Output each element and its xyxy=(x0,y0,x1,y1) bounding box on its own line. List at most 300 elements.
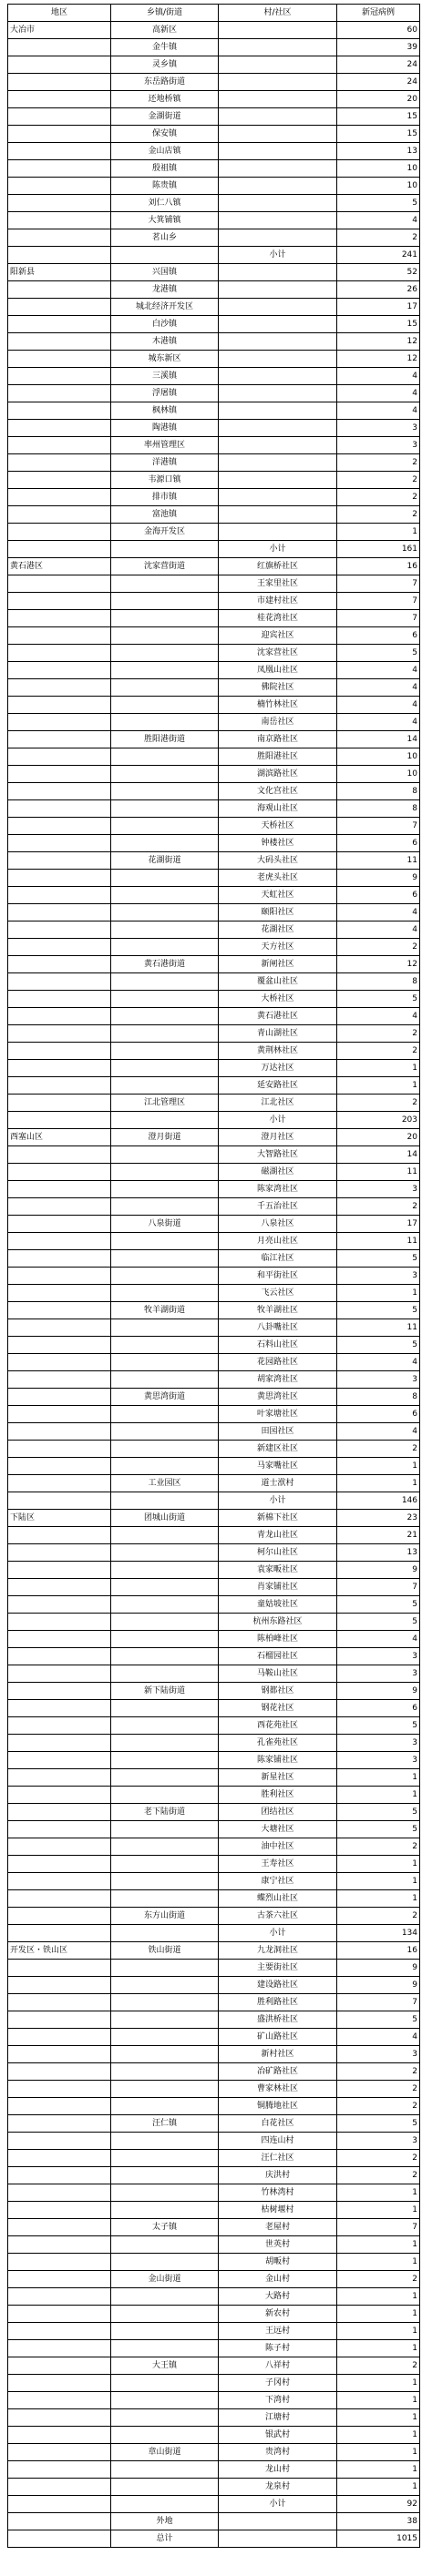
community-cell: 江北社区 xyxy=(219,1095,337,1112)
community-cell: 大桥社区 xyxy=(219,991,337,1008)
community-cell xyxy=(219,351,337,368)
table-row xyxy=(8,870,420,887)
region-cell xyxy=(8,402,111,420)
region-cell xyxy=(8,1994,111,2011)
cases-cell: 13 xyxy=(337,143,420,160)
community-cell: 肖家铺社区 xyxy=(219,1579,337,1596)
table-row xyxy=(8,1112,420,1129)
cases-cell: 5 xyxy=(337,1596,420,1614)
region-cell: 阳新县 xyxy=(8,264,111,281)
region-cell xyxy=(8,56,111,74)
table-row xyxy=(8,39,420,56)
cases-cell: 1 xyxy=(337,2392,420,2409)
township-cell: 灵乡镇 xyxy=(111,56,219,74)
cases-cell: 11 xyxy=(337,1164,420,1181)
community-cell: 覆盆山社区 xyxy=(219,973,337,991)
region-cell xyxy=(8,1735,111,1752)
community-cell: 竹林湾村 xyxy=(219,2184,337,2202)
region-cell xyxy=(8,229,111,247)
table-row xyxy=(8,2115,420,2133)
community-cell: 和平街社区 xyxy=(219,1268,337,1285)
township-cell xyxy=(111,1441,219,1458)
cases-cell: 1 xyxy=(337,1890,420,1908)
community-cell: 庆洪村 xyxy=(219,2167,337,2184)
community-cell: 王家里社区 xyxy=(219,575,337,593)
township-cell xyxy=(111,1873,219,1890)
community-cell: 白花社区 xyxy=(219,2115,337,2133)
township-cell: 富池镇 xyxy=(111,506,219,524)
township-cell xyxy=(111,1371,219,1389)
cases-cell: 1 xyxy=(337,1458,420,1475)
cases-cell: 8 xyxy=(337,1389,420,1406)
township-cell xyxy=(111,1648,219,1665)
community-cell: 天方社区 xyxy=(219,939,337,956)
community-cell: 小计 xyxy=(219,2496,337,2513)
region-cell xyxy=(8,610,111,627)
cases-cell: 7 xyxy=(337,593,420,610)
township-cell xyxy=(111,1354,219,1371)
township-cell xyxy=(111,1319,219,1337)
table-row xyxy=(8,1977,420,1994)
cases-cell: 203 xyxy=(337,1112,420,1129)
cases-cell: 3 xyxy=(337,1665,420,1683)
community-cell: 楠竹林社区 xyxy=(219,697,337,714)
cases-cell: 1 xyxy=(337,1060,420,1077)
cases-cell: 2 xyxy=(337,489,420,506)
community-cell: 八泉社区 xyxy=(219,1216,337,1233)
cases-cell: 12 xyxy=(337,956,420,973)
region-cell xyxy=(8,143,111,160)
table-row xyxy=(8,679,420,697)
community-cell: 汪仁社区 xyxy=(219,2150,337,2167)
region-cell xyxy=(8,1371,111,1389)
township-cell xyxy=(111,2306,219,2323)
table-row xyxy=(8,1960,420,1977)
table-row xyxy=(8,2427,420,2444)
table-row xyxy=(8,1873,420,1890)
community-cell xyxy=(219,229,337,247)
region-cell xyxy=(8,1458,111,1475)
community-cell xyxy=(219,2513,337,2530)
community-cell: 迎宾社区 xyxy=(219,627,337,645)
region-cell xyxy=(8,852,111,870)
community-cell xyxy=(219,39,337,56)
region-cell xyxy=(8,212,111,229)
region-cell xyxy=(8,2046,111,2063)
table-row xyxy=(8,2219,420,2236)
community-cell: 大码头社区 xyxy=(219,852,337,870)
township-cell: 金山街道 xyxy=(111,2271,219,2288)
table-row xyxy=(8,195,420,212)
community-cell: 黄思湾社区 xyxy=(219,1389,337,1406)
cases-cell: 52 xyxy=(337,264,420,281)
region-cell xyxy=(8,1977,111,1994)
table-row xyxy=(8,1908,420,1925)
community-cell: 新星社区 xyxy=(219,1769,337,1787)
community-cell: 南京路社区 xyxy=(219,731,337,748)
cases-cell: 13 xyxy=(337,1544,420,1562)
community-cell: 钟楼社区 xyxy=(219,835,337,852)
community-cell: 青龙山社区 xyxy=(219,1527,337,1544)
cases-cell: 7 xyxy=(337,1579,420,1596)
township-cell xyxy=(111,2496,219,2513)
region-cell xyxy=(8,1441,111,1458)
cases-cell: 146 xyxy=(337,1492,420,1510)
township-cell xyxy=(111,783,219,800)
cases-cell: 1 xyxy=(337,2306,420,2323)
table-row xyxy=(8,212,420,229)
region-cell xyxy=(8,247,111,264)
community-cell: 主要街社区 xyxy=(219,1960,337,1977)
cases-cell: 134 xyxy=(337,1925,420,1942)
township-cell xyxy=(111,887,219,904)
region-cell xyxy=(8,108,111,126)
region-cell xyxy=(8,1527,111,1544)
region-cell: 开发区・铁山区 xyxy=(8,1942,111,1960)
community-cell xyxy=(219,264,337,281)
region-cell xyxy=(8,160,111,178)
cases-cell: 1 xyxy=(337,524,420,541)
cases-cell: 7 xyxy=(337,575,420,593)
table-row xyxy=(8,1994,420,2011)
township-cell xyxy=(111,627,219,645)
community-cell: 沈家营社区 xyxy=(219,645,337,662)
township-cell: 胜阳港街道 xyxy=(111,731,219,748)
community-cell xyxy=(219,472,337,489)
township-cell xyxy=(111,2461,219,2479)
region-cell xyxy=(8,783,111,800)
table-row xyxy=(8,2392,420,2409)
table-row xyxy=(8,1735,420,1752)
cases-cell: 1 xyxy=(337,2236,420,2254)
township-cell xyxy=(111,2046,219,2063)
region-cell xyxy=(8,835,111,852)
table-row xyxy=(8,2288,420,2306)
community-cell xyxy=(219,524,337,541)
region-cell xyxy=(8,1769,111,1787)
cases-cell: 1 xyxy=(337,1475,420,1492)
region-cell xyxy=(8,731,111,748)
township-cell: 殷祖镇 xyxy=(111,160,219,178)
cases-cell: 92 xyxy=(337,2496,420,2513)
township-cell: 洋港镇 xyxy=(111,454,219,472)
table-row xyxy=(8,835,420,852)
region-cell xyxy=(8,1389,111,1406)
table-row xyxy=(8,2184,420,2202)
community-cell: 油中社区 xyxy=(219,1838,337,1856)
region-cell xyxy=(8,1665,111,1683)
cases-cell: 10 xyxy=(337,766,420,783)
table-row xyxy=(8,2254,420,2271)
township-cell xyxy=(111,2323,219,2340)
township-cell xyxy=(111,575,219,593)
table-row xyxy=(8,1025,420,1043)
community-cell: 钢花社区 xyxy=(219,1700,337,1717)
township-cell: 沈家营街道 xyxy=(111,558,219,575)
township-cell xyxy=(111,1112,219,1129)
township-cell: 龙港镇 xyxy=(111,281,219,299)
table-row xyxy=(8,1181,420,1198)
table-row xyxy=(8,593,420,610)
table-row xyxy=(8,904,420,921)
township-cell xyxy=(111,2392,219,2409)
community-cell: 石榴园社区 xyxy=(219,1648,337,1665)
cases-cell: 1 xyxy=(337,1077,420,1095)
table-row xyxy=(8,229,420,247)
table-row xyxy=(8,437,420,454)
community-cell: 新村社区 xyxy=(219,2046,337,2063)
community-cell: 袁家畈社区 xyxy=(219,1562,337,1579)
cases-cell: 5 xyxy=(337,1821,420,1838)
table-row xyxy=(8,1475,420,1492)
township-cell xyxy=(111,1164,219,1181)
cases-cell: 6 xyxy=(337,1700,420,1717)
table-row xyxy=(8,1216,420,1233)
township-cell xyxy=(111,1060,219,1077)
cases-cell: 3 xyxy=(337,1371,420,1389)
region-cell xyxy=(8,973,111,991)
region-cell xyxy=(8,2219,111,2236)
table-row xyxy=(8,281,420,299)
cases-cell: 3 xyxy=(337,1752,420,1769)
township-cell: 黄思湾街道 xyxy=(111,1389,219,1406)
region-cell xyxy=(8,1268,111,1285)
community-cell: 王寿社区 xyxy=(219,1856,337,1873)
region-cell xyxy=(8,2530,111,2548)
cases-cell: 60 xyxy=(337,22,420,39)
community-cell: 世英村 xyxy=(219,2236,337,2254)
township-cell: 金牛镇 xyxy=(111,39,219,56)
township-cell: 排市镇 xyxy=(111,489,219,506)
community-cell: 马家嘴社区 xyxy=(219,1458,337,1475)
table-row xyxy=(8,1077,420,1095)
community-cell: 四连山村 xyxy=(219,2133,337,2150)
cases-cell: 4 xyxy=(337,1423,420,1441)
table-row xyxy=(8,2063,420,2081)
township-cell xyxy=(111,1960,219,1977)
cases-cell: 10 xyxy=(337,178,420,195)
header-row xyxy=(8,5,420,22)
community-cell xyxy=(219,2530,337,2548)
region-cell xyxy=(8,2323,111,2340)
township-cell xyxy=(111,973,219,991)
region-cell xyxy=(8,956,111,973)
table-row xyxy=(8,299,420,316)
cases-cell: 1 xyxy=(337,2288,420,2306)
community-cell xyxy=(219,454,337,472)
region-cell xyxy=(8,1717,111,1735)
region-cell xyxy=(8,1579,111,1596)
table-row xyxy=(8,1458,420,1475)
table-row xyxy=(8,575,420,593)
cases-cell: 1 xyxy=(337,1769,420,1787)
cases-cell: 17 xyxy=(337,299,420,316)
table-row xyxy=(8,1389,420,1406)
community-cell: 小计 xyxy=(219,247,337,264)
region-cell xyxy=(8,714,111,731)
region-cell xyxy=(8,921,111,939)
table-row xyxy=(8,541,420,558)
cases-cell: 3 xyxy=(337,420,420,437)
community-cell: 建设路社区 xyxy=(219,1977,337,1994)
table-row xyxy=(8,714,420,731)
township-cell xyxy=(111,1769,219,1787)
cases-cell: 9 xyxy=(337,1562,420,1579)
township-cell: 大王镇 xyxy=(111,2357,219,2375)
township-cell: 保安镇 xyxy=(111,126,219,143)
township-cell xyxy=(111,766,219,783)
township-cell xyxy=(111,2063,219,2081)
cases-cell: 5 xyxy=(337,645,420,662)
cases-cell: 5 xyxy=(337,1302,420,1319)
table-row xyxy=(8,2236,420,2254)
region-cell xyxy=(8,1562,111,1579)
community-cell: 延安路社区 xyxy=(219,1077,337,1095)
region-cell xyxy=(8,541,111,558)
cases-cell: 11 xyxy=(337,1319,420,1337)
township-cell xyxy=(111,818,219,835)
township-cell: 总计 xyxy=(111,2530,219,2548)
community-cell: 枯树堰村 xyxy=(219,2202,337,2219)
cases-cell: 8 xyxy=(337,973,420,991)
community-cell: 大智路社区 xyxy=(219,1146,337,1164)
community-cell: 飞云社区 xyxy=(219,1285,337,1302)
cases-cell: 5 xyxy=(337,1614,420,1631)
township-cell xyxy=(111,921,219,939)
cases-cell: 2 xyxy=(337,506,420,524)
township-cell xyxy=(111,2340,219,2357)
region-cell xyxy=(8,2357,111,2375)
region-cell xyxy=(8,1337,111,1354)
table-row xyxy=(8,22,420,39)
cases-cell: 5 xyxy=(337,1337,420,1354)
township-cell xyxy=(111,1250,219,1268)
township-cell xyxy=(111,662,219,679)
cases-cell: 7 xyxy=(337,1994,420,2011)
township-cell xyxy=(111,904,219,921)
cases-cell: 2 xyxy=(337,229,420,247)
region-cell xyxy=(8,1233,111,1250)
community-cell: 下湾村 xyxy=(219,2392,337,2409)
region-cell xyxy=(8,575,111,593)
township-cell xyxy=(111,1527,219,1544)
community-cell: 陈柏峰社区 xyxy=(219,1631,337,1648)
region-cell xyxy=(8,2461,111,2479)
cases-cell: 2 xyxy=(337,2357,420,2375)
table-row xyxy=(8,1752,420,1769)
cases-cell: 3 xyxy=(337,2133,420,2150)
region-cell xyxy=(8,1683,111,1700)
table-row xyxy=(8,454,420,472)
cases-cell: 14 xyxy=(337,1146,420,1164)
table-row xyxy=(8,2444,420,2461)
community-cell: 铜腾地社区 xyxy=(219,2098,337,2115)
township-cell xyxy=(111,2029,219,2046)
township-cell xyxy=(111,1752,219,1769)
cases-cell: 15 xyxy=(337,126,420,143)
cases-cell: 1 xyxy=(337,1873,420,1890)
table-row xyxy=(8,1614,420,1631)
table-row xyxy=(8,1319,420,1337)
cases-cell: 1 xyxy=(337,2375,420,2392)
community-cell: 桂花湾社区 xyxy=(219,610,337,627)
township-cell xyxy=(111,593,219,610)
community-cell: 胡家湾社区 xyxy=(219,1371,337,1389)
community-cell: 金山村 xyxy=(219,2271,337,2288)
township-cell: 江北管理区 xyxy=(111,1095,219,1112)
table-row xyxy=(8,2496,420,2513)
community-cell: 新棉下社区 xyxy=(219,1510,337,1527)
cases-cell: 4 xyxy=(337,921,420,939)
community-cell: 黄石港社区 xyxy=(219,1008,337,1025)
community-cell xyxy=(219,160,337,178)
table-row xyxy=(8,1302,420,1319)
table-row xyxy=(8,143,420,160)
township-cell: 陈贵镇 xyxy=(111,178,219,195)
table-row xyxy=(8,1146,420,1164)
region-cell xyxy=(8,1856,111,1873)
table-row xyxy=(8,1665,420,1683)
table-row xyxy=(8,1441,420,1458)
table-row xyxy=(8,2202,420,2219)
cases-cell: 9 xyxy=(337,870,420,887)
region-cell xyxy=(8,766,111,783)
township-cell: 牧羊湖街道 xyxy=(111,1302,219,1319)
community-cell: 小计 xyxy=(219,541,337,558)
township-cell xyxy=(111,1043,219,1060)
township-cell: 韦源口镇 xyxy=(111,472,219,489)
region-cell xyxy=(8,697,111,714)
community-cell: 叶家塘社区 xyxy=(219,1406,337,1423)
cases-cell: 2 xyxy=(337,2081,420,2098)
table-row xyxy=(8,921,420,939)
table-row xyxy=(8,489,420,506)
community-cell: 江塘村 xyxy=(219,2409,337,2427)
cases-cell: 6 xyxy=(337,887,420,904)
cases-cell: 7 xyxy=(337,2219,420,2236)
table-row xyxy=(8,973,420,991)
region-cell xyxy=(8,939,111,956)
cases-cell: 6 xyxy=(337,627,420,645)
community-cell: 王远村 xyxy=(219,2323,337,2340)
region-cell xyxy=(8,1752,111,1769)
region-cell xyxy=(8,1043,111,1060)
cases-cell: 2 xyxy=(337,939,420,956)
township-cell: 刘仁八镇 xyxy=(111,195,219,212)
table-row xyxy=(8,126,420,143)
table-row xyxy=(8,1717,420,1735)
table-row xyxy=(8,748,420,766)
township-cell xyxy=(111,2184,219,2202)
cases-cell: 1 xyxy=(337,2184,420,2202)
region-cell xyxy=(8,316,111,333)
region-cell xyxy=(8,2340,111,2357)
community-cell: 大塘社区 xyxy=(219,1821,337,1838)
community-cell: 南岳社区 xyxy=(219,714,337,731)
community-cell: 胜阳港社区 xyxy=(219,748,337,766)
township-cell xyxy=(111,679,219,697)
region-cell xyxy=(8,1492,111,1510)
region-cell xyxy=(8,1406,111,1423)
region-cell xyxy=(8,2011,111,2029)
region-cell xyxy=(8,178,111,195)
township-cell xyxy=(111,870,219,887)
community-cell: 月亮山社区 xyxy=(219,1233,337,1250)
region-cell xyxy=(8,437,111,454)
cases-cell: 11 xyxy=(337,1233,420,1250)
community-cell: 青山湖社区 xyxy=(219,1025,337,1043)
cases-cell: 2 xyxy=(337,1198,420,1216)
